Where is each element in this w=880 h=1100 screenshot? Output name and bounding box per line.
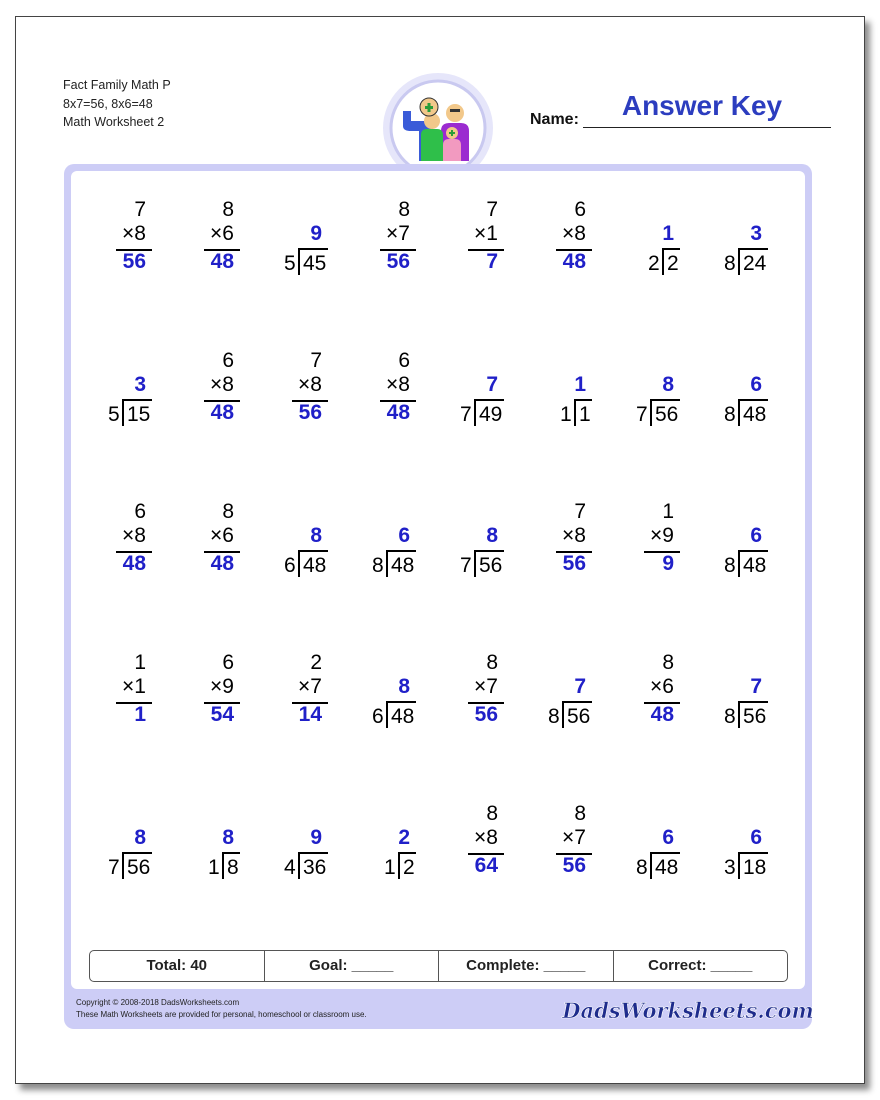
division-bracket <box>474 399 476 426</box>
dadsworksheets-logo <box>562 994 814 1026</box>
division-bracket <box>650 399 652 426</box>
division-problem <box>256 198 336 288</box>
division-problem <box>80 349 160 439</box>
multiplicand: 6 <box>222 651 234 674</box>
division-bracket <box>562 701 564 728</box>
multiplier: ×8 <box>562 524 586 547</box>
divisor: 8 <box>724 252 736 275</box>
division-problem <box>520 349 600 439</box>
dividend: 45 <box>303 252 327 275</box>
product-answer: 14 <box>298 703 322 726</box>
multiplicand: 8 <box>222 500 234 523</box>
division-problem <box>696 349 776 439</box>
multiplication-problem <box>168 198 248 288</box>
division-vinculum <box>650 852 680 854</box>
division-vinculum <box>298 852 328 854</box>
dividend: 56 <box>127 856 151 879</box>
dividend: 56 <box>655 403 679 426</box>
divisor: 7 <box>108 856 120 879</box>
division-vinculum <box>738 701 768 703</box>
product-answer: 7 <box>486 250 498 273</box>
divisor: 8 <box>372 554 384 577</box>
quotient-answer: 6 <box>750 373 762 396</box>
name-label: Name: <box>530 111 579 128</box>
multiplier: ×8 <box>298 373 322 396</box>
division-vinculum <box>222 852 240 854</box>
product-answer: 48 <box>386 401 410 424</box>
product-answer: 56 <box>562 552 586 575</box>
dividend: 2 <box>667 252 679 275</box>
division-bracket <box>738 550 740 577</box>
multiplication-problem <box>608 651 688 741</box>
division-vinculum <box>738 550 768 552</box>
divisor: 6 <box>284 554 296 577</box>
multiplier: ×6 <box>210 222 234 245</box>
multiplier: ×7 <box>474 675 498 698</box>
division-problem <box>432 500 512 590</box>
divisor: 5 <box>284 252 296 275</box>
multiplication-problem <box>520 198 600 288</box>
usage-line: These Math Worksheets are provided for personal, homeschool or classroom use. <box>76 1010 367 1019</box>
multiplication-problem <box>344 349 424 439</box>
division-vinculum <box>386 550 416 552</box>
product-answer: 56 <box>298 401 322 424</box>
worksheet-title: Fact Family Math P <box>63 78 171 92</box>
multiplicand: 7 <box>486 198 498 221</box>
dividend: 18 <box>743 856 767 879</box>
division-bracket <box>122 852 124 879</box>
multiplication-problem <box>168 651 248 741</box>
multiplication-problem <box>520 802 600 892</box>
multiplication-problem <box>80 198 160 288</box>
division-vinculum <box>650 399 680 401</box>
total-cell: Total: 40 <box>90 951 265 981</box>
division-vinculum <box>474 399 504 401</box>
dividend: 1 <box>579 403 591 426</box>
multiplication-problem <box>168 500 248 590</box>
division-problem <box>344 651 424 741</box>
division-bracket <box>386 550 388 577</box>
multiplier: ×6 <box>650 675 674 698</box>
quotient-answer: 6 <box>750 524 762 547</box>
division-bracket <box>222 852 224 879</box>
multiplication-problem <box>256 349 336 439</box>
product-answer: 48 <box>562 250 586 273</box>
score-table <box>89 950 788 982</box>
divisor: 1 <box>384 856 396 879</box>
product-answer: 48 <box>210 552 234 575</box>
dividend: 56 <box>479 554 503 577</box>
worksheet-subtitle: Math Worksheet 2 <box>63 115 165 129</box>
division-bracket <box>738 701 740 728</box>
division-vinculum <box>738 852 768 854</box>
multiplier: ×8 <box>122 222 146 245</box>
division-problem <box>520 651 600 741</box>
product-answer: 1 <box>134 703 146 726</box>
multiplicand: 7 <box>574 500 586 523</box>
svg-text:DadsWorksheets.com: DadsWorksheets.com <box>562 998 814 1023</box>
multiplicand: 7 <box>134 198 146 221</box>
product-answer: 56 <box>562 854 586 877</box>
product-answer: 56 <box>122 250 146 273</box>
division-bracket <box>474 550 476 577</box>
divisor: 8 <box>724 403 736 426</box>
divisor: 1 <box>560 403 572 426</box>
quotient-answer: 6 <box>662 826 674 849</box>
divisor: 2 <box>648 252 660 275</box>
multiplication-problem <box>520 500 600 590</box>
multiplier: ×9 <box>650 524 674 547</box>
divisor: 8 <box>548 705 560 728</box>
divisor: 8 <box>724 705 736 728</box>
product-answer: 56 <box>474 703 498 726</box>
quotient-answer: 8 <box>662 373 674 396</box>
multiplier: ×8 <box>386 373 410 396</box>
multiplier: ×6 <box>210 524 234 547</box>
division-problem <box>168 802 248 892</box>
division-bracket <box>650 852 652 879</box>
multiplication-problem <box>168 349 248 439</box>
multiplicand: 8 <box>662 651 674 674</box>
quotient-answer: 7 <box>574 675 586 698</box>
divisor: 3 <box>724 856 736 879</box>
multiplication-problem <box>80 651 160 741</box>
division-problem <box>256 500 336 590</box>
product-answer: 48 <box>210 250 234 273</box>
multiplier: ×1 <box>122 675 146 698</box>
division-problem <box>432 349 512 439</box>
quotient-answer: 8 <box>310 524 322 547</box>
division-problem <box>344 500 424 590</box>
multiplier: ×8 <box>562 222 586 245</box>
division-problem <box>608 802 688 892</box>
division-problem <box>608 349 688 439</box>
dividend: 48 <box>391 554 415 577</box>
quotient-answer: 3 <box>750 222 762 245</box>
division-problem <box>256 802 336 892</box>
dividend: 48 <box>303 554 327 577</box>
multiplication-problem <box>344 198 424 288</box>
quotient-answer: 6 <box>398 524 410 547</box>
divisor: 8 <box>636 856 648 879</box>
quotient-answer: 7 <box>750 675 762 698</box>
division-bracket <box>298 852 300 879</box>
product-answer: 56 <box>386 250 410 273</box>
dividend: 49 <box>479 403 503 426</box>
multiplier: ×7 <box>562 826 586 849</box>
division-problem <box>696 500 776 590</box>
quotient-answer: 6 <box>750 826 762 849</box>
multiplicand: 6 <box>134 500 146 523</box>
complete-cell[interactable]: Complete: _____ <box>439 951 614 981</box>
name-field-line[interactable] <box>583 127 831 128</box>
division-vinculum <box>298 248 328 250</box>
division-vinculum <box>122 399 152 401</box>
multiplier: ×8 <box>474 826 498 849</box>
multiplicand: 6 <box>398 349 410 372</box>
goal-cell[interactable]: Goal: _____ <box>265 951 440 981</box>
division-bracket <box>398 852 400 879</box>
division-bracket <box>738 248 740 275</box>
multiplicand: 1 <box>662 500 674 523</box>
division-vinculum <box>562 701 592 703</box>
multiplication-problem <box>256 651 336 741</box>
division-vinculum <box>298 550 328 552</box>
multiplier: ×9 <box>210 675 234 698</box>
division-problem <box>608 198 688 288</box>
divisor: 7 <box>460 554 472 577</box>
dividend: 36 <box>303 856 327 879</box>
dividend: 15 <box>127 403 151 426</box>
multiplication-problem <box>80 500 160 590</box>
multiplier: ×7 <box>298 675 322 698</box>
division-vinculum <box>122 852 152 854</box>
multiplicand: 8 <box>486 802 498 825</box>
divisor: 5 <box>108 403 120 426</box>
dividend: 56 <box>567 705 591 728</box>
divisor: 6 <box>372 705 384 728</box>
division-vinculum <box>398 852 416 854</box>
quotient-answer: 7 <box>486 373 498 396</box>
multiplication-problem <box>432 198 512 288</box>
division-vinculum <box>574 399 592 401</box>
quotient-answer: 8 <box>486 524 498 547</box>
division-bracket <box>738 399 740 426</box>
multiplicand: 2 <box>310 651 322 674</box>
dividend: 48 <box>743 554 767 577</box>
multiplier: ×7 <box>386 222 410 245</box>
division-vinculum <box>386 701 416 703</box>
quotient-answer: 8 <box>398 675 410 698</box>
division-problem <box>696 651 776 741</box>
division-problem <box>344 802 424 892</box>
multiplicand: 1 <box>134 651 146 674</box>
quotient-answer: 9 <box>310 826 322 849</box>
multiplicand: 6 <box>222 349 234 372</box>
multiplier: ×1 <box>474 222 498 245</box>
worksheet-header <box>63 76 171 132</box>
multiplier: ×8 <box>210 373 234 396</box>
product-answer: 48 <box>210 401 234 424</box>
dividend: 48 <box>391 705 415 728</box>
product-answer: 64 <box>474 854 498 877</box>
quotient-answer: 9 <box>310 222 322 245</box>
product-answer: 54 <box>210 703 234 726</box>
dividend: 8 <box>227 856 239 879</box>
division-bracket <box>298 248 300 275</box>
multiplicand: 8 <box>574 802 586 825</box>
dividend: 48 <box>743 403 767 426</box>
division-bracket <box>386 701 388 728</box>
divisor: 4 <box>284 856 296 879</box>
division-bracket <box>574 399 576 426</box>
answer-key-title: Answer Key <box>621 90 783 121</box>
division-vinculum <box>662 248 680 250</box>
quotient-answer: 1 <box>662 222 674 245</box>
quotient-answer: 2 <box>398 826 410 849</box>
division-problem <box>696 802 776 892</box>
multiplicand: 7 <box>310 349 322 372</box>
quotient-answer: 1 <box>574 373 586 396</box>
divisor: 7 <box>460 403 472 426</box>
multiplication-problem <box>432 802 512 892</box>
divisor: 1 <box>208 856 220 879</box>
worksheet-facts: 8x7=56, 8x6=48 <box>63 96 153 111</box>
division-bracket <box>738 852 740 879</box>
division-bracket <box>662 248 664 275</box>
multiplication-problem <box>608 500 688 590</box>
copyright-line: Copyright © 2008-2018 DadsWorksheets.com <box>76 998 240 1007</box>
dividend: 56 <box>743 705 767 728</box>
multiplicand: 8 <box>398 198 410 221</box>
divisor: 8 <box>724 554 736 577</box>
division-vinculum <box>738 248 768 250</box>
multiplicand: 8 <box>222 198 234 221</box>
multiplication-problem <box>432 651 512 741</box>
quotient-answer: 8 <box>222 826 234 849</box>
multiplicand: 6 <box>574 198 586 221</box>
dividend: 24 <box>743 252 767 275</box>
multiplicand: 8 <box>486 651 498 674</box>
dividend: 2 <box>403 856 415 879</box>
product-answer: 48 <box>122 552 146 575</box>
division-problem <box>696 198 776 288</box>
division-vinculum <box>474 550 504 552</box>
division-vinculum <box>738 399 768 401</box>
division-bracket <box>298 550 300 577</box>
divisor: 7 <box>636 403 648 426</box>
dividend: 48 <box>655 856 679 879</box>
correct-cell[interactable]: Correct: _____ <box>648 957 753 974</box>
division-bracket <box>122 399 124 426</box>
quotient-answer: 3 <box>134 373 146 396</box>
product-answer: 9 <box>662 552 674 575</box>
quotient-answer: 8 <box>134 826 146 849</box>
division-problem <box>80 802 160 892</box>
copyright-notice <box>76 997 367 1021</box>
multiplier: ×8 <box>122 524 146 547</box>
product-answer: 48 <box>650 703 674 726</box>
